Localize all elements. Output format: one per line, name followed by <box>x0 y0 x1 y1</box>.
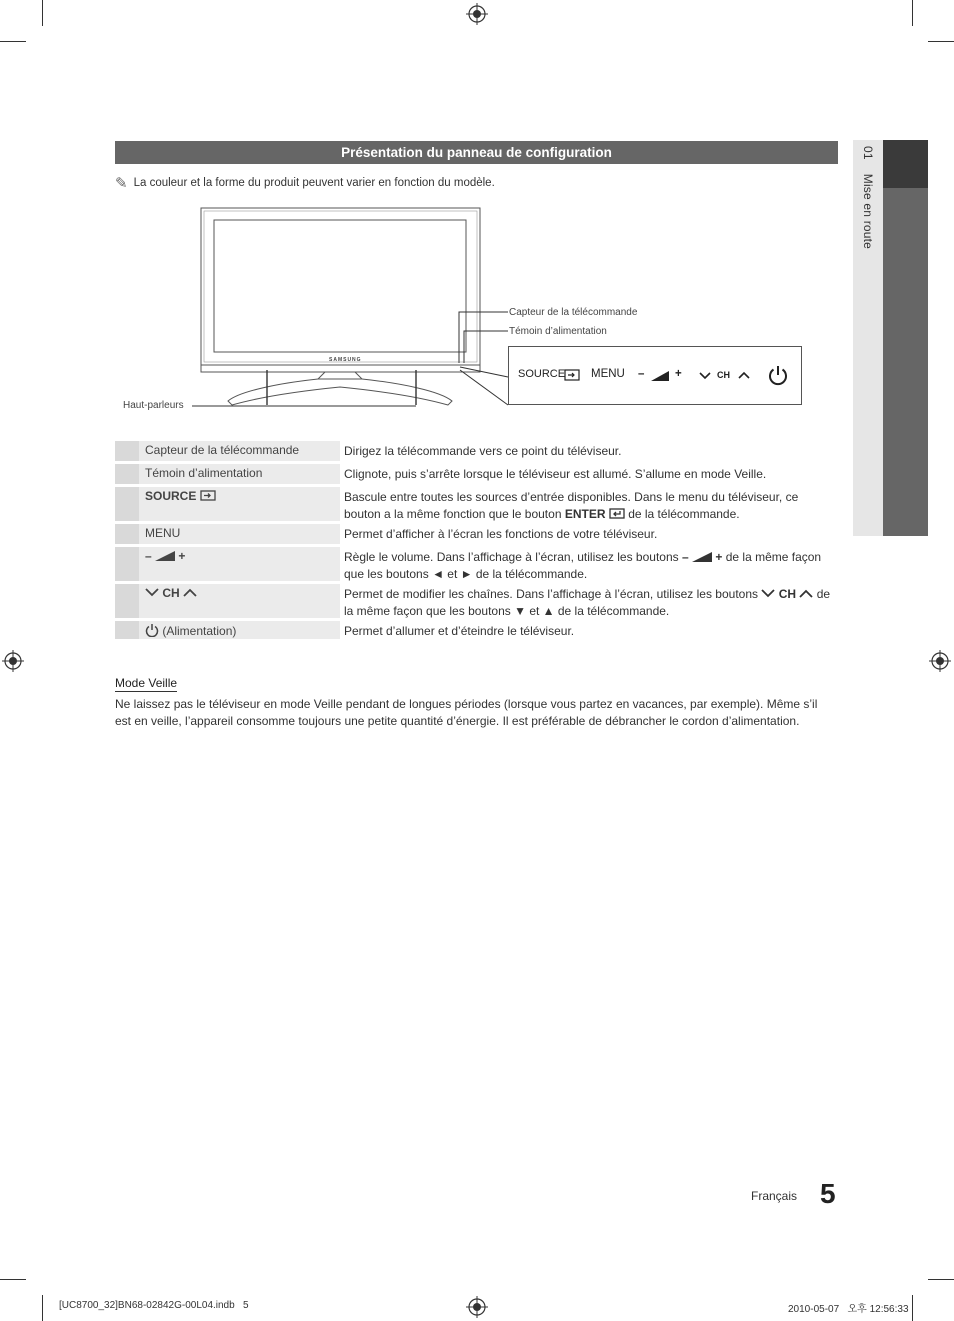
registration-mark-icon <box>2 650 24 672</box>
chevron-up-icon <box>183 588 197 597</box>
mode-veille-title: Mode Veille <box>115 676 178 690</box>
key-source-label: SOURCE <box>145 489 197 503</box>
pencil-note-icon: ✎ <box>115 175 128 192</box>
key-power-indicator: Témoin d’alimentation <box>139 464 340 484</box>
panel-plus-label: + <box>675 368 682 380</box>
table-row <box>115 441 838 461</box>
power-icon <box>767 364 789 386</box>
crop-mark <box>42 1295 43 1321</box>
volume-icon <box>651 371 669 381</box>
control-panel-closeup <box>508 346 802 405</box>
note <box>115 174 495 192</box>
chapter-label <box>861 146 875 263</box>
crop-mark <box>912 0 913 26</box>
desc-power-indicator: Clignote, puis s’arrête lorsque le téléviseur est allumé. S’allume en mode Veille. <box>344 467 767 481</box>
chapter-title: Mise en route <box>861 173 875 250</box>
label-speakers: Haut-parleurs <box>123 400 184 411</box>
controls-table <box>115 441 838 642</box>
panel-ch-label: CH <box>717 370 730 380</box>
panel-menu-label: MENU <box>591 368 625 380</box>
crop-mark <box>928 41 954 42</box>
table-row <box>115 524 838 544</box>
crop-mark <box>0 41 26 42</box>
registration-mark-icon <box>929 650 951 672</box>
crop-mark <box>928 1279 954 1280</box>
print-timestamp: 2010-05-07 오후 12:56:33 <box>788 1304 909 1315</box>
key-channel: CH <box>139 584 340 618</box>
page-number: 5 <box>820 1178 836 1209</box>
registration-mark-icon <box>466 3 488 25</box>
chevron-up-icon <box>799 589 813 598</box>
key-source <box>139 487 340 521</box>
section-title: Présentation du panneau de configuration <box>115 141 838 164</box>
table-row <box>115 464 838 484</box>
registration-mark-icon <box>466 1296 488 1318</box>
desc-menu: Permet d’afficher à l’écran les fonctions de votre téléviseur. <box>344 527 658 541</box>
key-menu: MENU <box>139 524 340 544</box>
volume-icon <box>692 552 712 562</box>
chevron-down-icon <box>145 588 159 597</box>
crop-mark <box>912 1295 913 1321</box>
desc-power: Permet d’allumer et d’éteindre le téléviseur. <box>344 624 575 638</box>
table-row <box>115 547 838 581</box>
crop-mark <box>0 1279 26 1280</box>
table-row <box>115 621 838 639</box>
enter-icon <box>609 508 625 519</box>
power-icon <box>145 623 159 637</box>
chevron-up-icon <box>738 371 750 379</box>
chapter-tab <box>853 140 928 536</box>
key-remote-sensor: Capteur de la télécommande <box>139 441 340 461</box>
source-input-icon <box>564 369 580 381</box>
brand-logo: SAMSUNG <box>329 357 362 363</box>
note-text: La couleur et la forme du produit peuvent varier en fonction du modèle. <box>133 177 495 189</box>
desc-remote-sensor: Dirigez la télécommande vers ce point du téléviseur. <box>344 444 622 458</box>
volume-icon <box>155 551 175 561</box>
chapter-number: 01 <box>861 146 875 160</box>
table-row <box>115 487 838 521</box>
key-power: (Alimentation) <box>139 621 340 639</box>
panel-minus-label: – <box>638 368 645 380</box>
crop-mark <box>42 0 43 26</box>
language-label: Français <box>751 1189 798 1203</box>
source-input-icon <box>200 490 216 501</box>
desc-volume: Règle le volume. Dans l’affichage à l’écran, utilisez les boutons – + de la même façon que les boutons ◄ et ► de la télécommande. <box>344 550 822 581</box>
label-remote-sensor: Capteur de la télécommande <box>509 307 638 318</box>
file-info: [UC8700_32]BN68-02842G-00L04.indb 5 <box>59 1300 249 1311</box>
desc-source: Bascule entre toutes les sources d’entrée disponibles. Dans le menu du téléviseur, ce bouton a la même fonction que le bouton ENTER de la télécommande. <box>344 490 799 521</box>
chevron-down-icon <box>699 372 711 380</box>
mode-veille-text: Ne laissez pas le téléviseur en mode Veille pendant de longues périodes (lorsque vous partez en vacances, par exemple). Même s’il est en veille, l’appareil consomme toujours une petite quantité d’énergie. Il est préférable de débrancher le cordon d’alimentation. <box>115 697 818 728</box>
desc-channel: Permet de modifier les chaînes. Dans l’affichage à l’écran, utilisez les boutons CH de la même façon que les boutons ▼ et ▲ de la télécommande. <box>344 587 831 618</box>
key-volume: – + <box>139 547 340 581</box>
table-row <box>115 584 838 618</box>
panel-source-label: SOURCE <box>518 368 566 380</box>
enter-label: ENTER <box>564 506 606 521</box>
label-power-indicator: Témoin d’alimentation <box>509 326 607 337</box>
chevron-down-icon <box>761 589 775 598</box>
